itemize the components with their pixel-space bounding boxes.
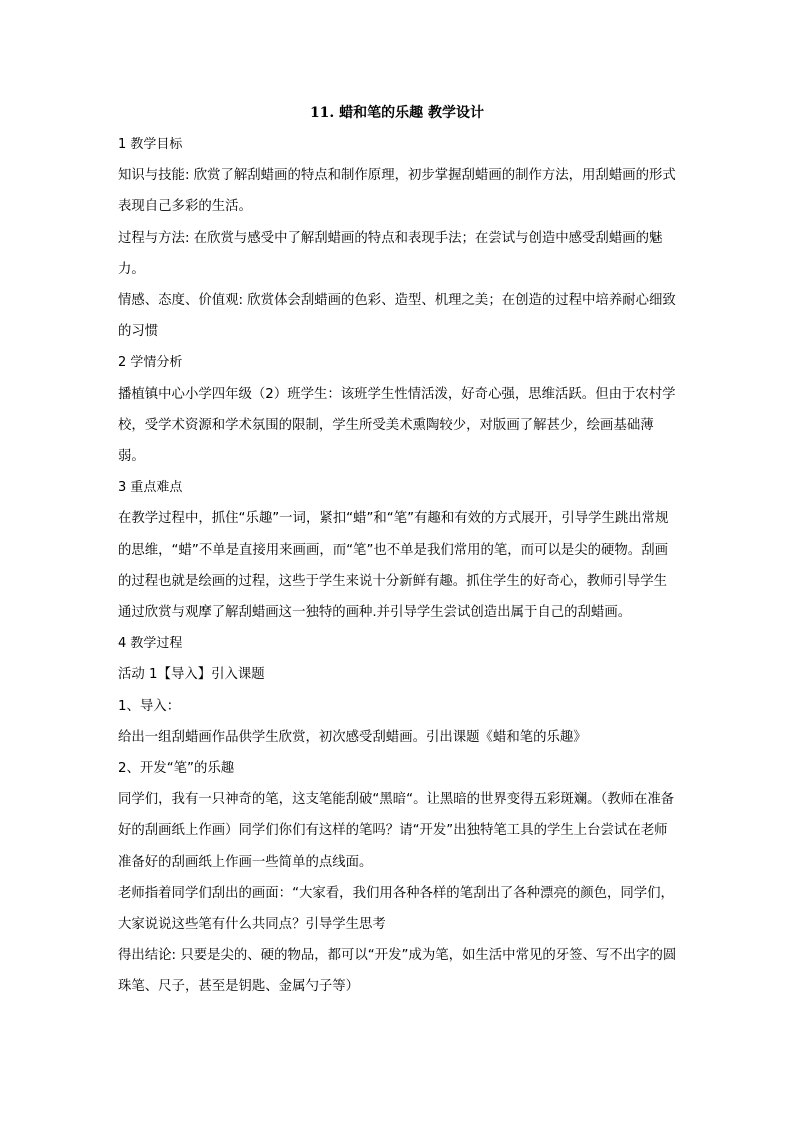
section-heading-teaching-process: 4 教学过程 bbox=[118, 636, 183, 652]
activity-heading: 活动 1【导入】引入课题 bbox=[118, 667, 265, 683]
paragraph-teacher-question: 老师指着同学们刮出的画面：“大家看，我们用各种各样的笔刮出了各种漂亮的颜色，同学们，大家说说这些笔有什么共同点？引导学生思考 bbox=[118, 885, 674, 933]
section-heading-objectives: 1 教学目标 bbox=[118, 137, 183, 152]
section-heading-student-analysis: 2 学情分析 bbox=[118, 355, 183, 371]
document-title: 11. 蜡和笔的乐趣 教学设计 bbox=[309, 105, 485, 121]
section-heading-key-points: 3 重点难点 bbox=[118, 480, 183, 496]
paragraph-emotion-values: 情感、态度、价值观: 欣赏体会刮蜡画的色彩、造型、机理之美；在创造的过程中培养耐心细致的习惯 bbox=[118, 293, 676, 340]
step-heading-develop-pen: 2、开发“笔”的乐趣 bbox=[118, 761, 235, 777]
paragraph-intro: 给出一组刮蜡画作品供学生欣赏，初次感受刮蜡画。引出课题《蜡和笔的乐趣》 bbox=[118, 729, 587, 745]
paragraph-student-analysis: 播植镇中心小学四年级（2）班学生：该班学生性情活泼，好奇心强，思维活跃。但由于农村学校，受学术资源和学术氛围的限制，学生所受美术熏陶较少，对版画了解甚少，绘画基础薄弱。 bbox=[118, 386, 676, 465]
paragraph-magic-pen: 同学们，我有一只神奇的笔，这支笔能刮破“黑暗“。让黑暗的世界变得五彩斑斓。（教师在准备好的刮画纸上作画）同学们你们有这样的笔吗？请“开发”出独特笔工具的学生上台尝试在老师准备好的刮画纸上作画一些简单的点线面。 bbox=[118, 792, 675, 870]
paragraph-knowledge-skills: 知识与技能: 欣赏了解刮蜡画的特点和制作原理，初步掌握刮蜡画的制作方法，用刮蜡画的形式表现自己多彩的生活。 bbox=[118, 168, 676, 215]
document-body bbox=[118, 129, 680, 1003]
paragraph-conclusion: 得出结论: 只要是尖的、硬的物品，都可以“开发”成为笔，如生活中常见的牙签、写不出字的圆珠笔、尺子，甚至是钥匙、金属勺子等） bbox=[118, 948, 677, 995]
paragraph-process-method: 过程与方法: 在欣赏与感受中了解刮蜡画的特点和表现手法；在尝试与创造中感受刮蜡画的魅力。 bbox=[118, 230, 663, 277]
step-heading-intro: 1、导入： bbox=[118, 698, 181, 714]
paragraph-key-points: 在教学过程中，抓住“乐趣”一词，紧扣“蜡”和“笔”有趣和有效的方式展开，引导学生跳出常规的思维，“蜡”不单是直接用来画画，而“笔”也不单是我们常用的笔，而可以是尖的硬物。刮画的过程也就是绘画的过程，这些于学生来说十分新鲜有趣。抓住学生的好奇心，教师引导学生通过欣赏与观摩了解刮蜡画这一独特的画种.并引导学生尝试创造出属于自己的刮蜡画。 bbox=[118, 511, 669, 621]
